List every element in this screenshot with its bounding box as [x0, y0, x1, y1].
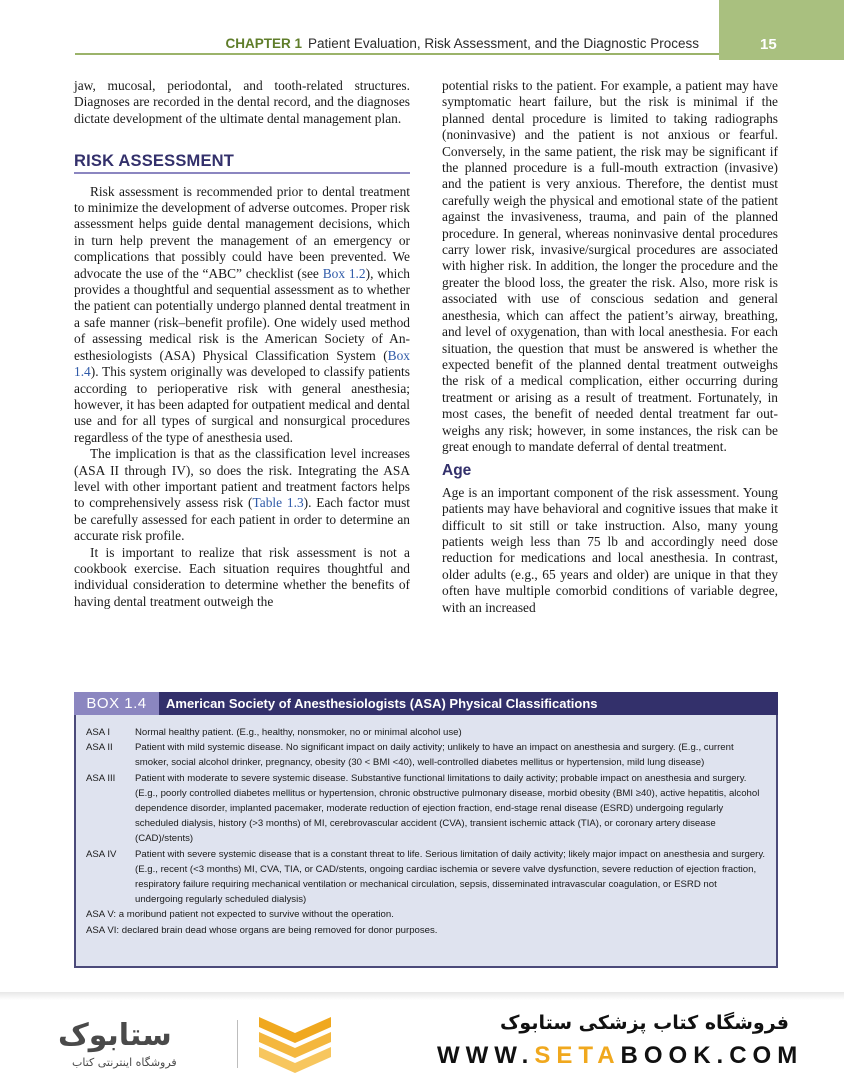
running-head [226, 36, 699, 51]
intro-paragraph: jaw, mucosal, periodontal, and tooth-related structures. Diagnoses are recorded in the dental record, and the diagnoses dictate development of the ultimate dental management plan. [74, 78, 410, 126]
page-bottom-shadow [0, 992, 844, 1000]
chevron-stack-icon [255, 1015, 335, 1073]
asa-class: ASA IV [86, 848, 117, 860]
asa-class: ASA II [86, 742, 113, 754]
asa-v-line: ASA V: a moribund patient not expected to survive without the operation. [86, 909, 394, 921]
box-label: BOX 1.4 [74, 692, 159, 715]
risk-paragraph-3: It is important to realize that risk assessment is not a cookbook exercise. Each situation requires thoughtful and individual consideration to determine whether the benefits of having dental treatment outweigh the [74, 544, 410, 609]
subsection-title-age: Age [442, 462, 472, 480]
asa-description: Patient with moderate to severe systemic disease. Substantive functional limitations to daily activity; probable impact on anesthesia and surgery. (E.g., poorly controlled diabetes mellitus or hypertension, chronic obstructive pulmonary disease, morbid obesity (BMI ≥40), active hepatitis, alcohol dependence disorder, implanted pacemaker, moderate reduction of ejection fraction, end-stage renal disease (ESRD) undergoing regularly scheduled dialysis, history (>3 months) of MI, cerebrovascular accident (CVA), transient ischemic attack (TIA), or coronary artery disease (CAD)/stents) [135, 772, 760, 845]
shop-url[interactable]: WWW.SETABOOK.COM [437, 1042, 804, 1069]
asa-description: Patient with severe systemic disease that is a constant threat to life. Serious limitation of daily activity; likely major impact on anesthesia and surgery. (E.g., recent (<3 months) MI, CVA, TIA, or CAD/stents, ongoing cardiac ischemia or severe valve dysfunction, severe reduction of ejection fraction, respiratory failure requiring mechanical ventilation or mechanical circulation, sepsis, disseminated intravascular coagulation, or ESRD not undergoing regularly scheduled dialysis) [135, 848, 766, 906]
setabook-logo [58, 1018, 218, 1078]
box-1-2-link[interactable]: Box 1.2 [322, 265, 366, 281]
asa-row [86, 740, 766, 770]
page-number: 15 [760, 36, 777, 53]
asa-row [86, 847, 766, 908]
section-title-risk-assessment: RISK ASSESSMENT [74, 153, 410, 173]
risk-paragraph-1: Risk assessment is recommended prior to dental treatment to minimize the development of adverse outcomes. Proper risk assessment helps guide dental management decisions, which in turn help prevent the management of an emergency or complications that possibly could have been prevented. We advocate the use of the “ABC” checklist (see Box 1.2), which provides a thoughtful and sequential assessment as to whether the patient can potentially undergo planned dental treatment in a safe manner (risk–benefit profile). One widely used method of assessing medical risk is the American Society of Anesthesiologists (ASA) Physical Classification System (Box 1.4). This system originally was developed to classify patients according to perioperative risk with general anesthesia; however, it has been adapted for outpatient medical and dental use and for all types of surgical and nonsurgical procedures regardless of the type of anesthesia used. [74, 183, 410, 445]
box-header [74, 692, 778, 715]
asa-vi-line: ASA VI: declared brain dead whose organs are being removed for donor purposes. [86, 924, 438, 936]
footer-divider [237, 1020, 238, 1068]
chapter-label: CHAPTER 1 [225, 36, 303, 51]
asa-class: ASA III [86, 772, 116, 784]
right-column [442, 78, 778, 616]
chapter-title: Patient Evaluation, Risk Assessment, and the Diagnostic Process [308, 36, 699, 51]
shop-name: فروشگاه کتاب پزشکی ستابوک [499, 1012, 789, 1034]
asa-row [86, 771, 766, 847]
box-body [74, 715, 778, 968]
age-paragraph: Age is an important component of the risk assessment. Young patients may have behavioral and cognitive issues that make it difficult to sit still or take instruction. Also, many young patients weigh less than 75 lb and accordingly need dose reduction for medications and local anesthesia. In contrast, older adults (e.g., 65 years and older) are unique in that they often have multiple comorbid conditions of variable degree, with an increased [442, 484, 778, 615]
left-column [74, 78, 410, 610]
header-rule [75, 53, 719, 55]
asa-class: ASA I [86, 727, 110, 738]
box-1-4 [74, 692, 778, 968]
box-1-4-link[interactable]: Box 1.4 [74, 347, 410, 380]
asa-description: Patient with mild systemic disease. No significant impact on daily activity; unlikely to have an impact on anesthesia and surgery. (E.g., current smoker, social alcohol drinker, pregnancy, obesity (30 < BMI <40), well-controlled diabetes mellitus or hypertension, mild lung disease) [135, 742, 734, 769]
asa-description: Normal healthy patient. (E.g., healthy, nonsmoker, no or minimal alcohol use) [135, 727, 462, 738]
logo-text: ستابوک [58, 1018, 172, 1053]
asa-row [86, 725, 766, 740]
page-number-tab [719, 0, 844, 60]
risk-paragraph-2: The implication is that as the classification level increases (ASA II through IV), so does the risk. Integrating the ASA level with other important patient and treatment factors helps to comprehensively assess risk (Table 1.3). Each factor must be carefully assessed for each patient in order to determine an accurate risk profile. [74, 446, 411, 544]
shop-url-accent: SETA [534, 1042, 621, 1069]
logo-subtitle: فروشگاه اینترنتی کتاب [72, 1056, 177, 1069]
page-header [0, 0, 844, 60]
risk-continued-paragraph: potential risks to the patient. For example, a patient may have symptomatic heart failure, but the risk is minimal if the planned dental procedure is limited to taking radiographs (noninvasive) and the patient is not anxious or fearful. Conversely, in the same patient, the risk may be significant if the planned procedure is a full-mouth extraction (invasive) and the patient is very anxious. Therefore, the dentist must carefully weigh the physical and emotional state of the patient against the invasiveness, trauma, and pain of the planned procedure. In general, whereas noninvasive dental procedures carry lower risk, invasive/surgical procedures are associated with higher risk. In addition, the longer the procedure and the greater the blood loss, the greater the risk. Also, more risk is associated with use of conscious sedation and general anesthesia, which can affect the patient’s airway, breathing, and level of oxygenation, than with local anesthesia. For each situation, the question that must be answered is whether the expected benefit of the planned dental treatment outweighs the risk of a medical complication, either occurring during treatment or arising as a result of treatment. Fortunately, in most cases, the benefit of needed dental treatment far outweighs any risk; however, in some instances, the risk can be great enough to mandate deferral of dental treatment. [442, 78, 778, 454]
box-title: American Society of Anesthesiologists (ASA) Physical Classifications [166, 696, 598, 711]
table-1-3-link[interactable]: Table 1.3 [252, 495, 304, 511]
